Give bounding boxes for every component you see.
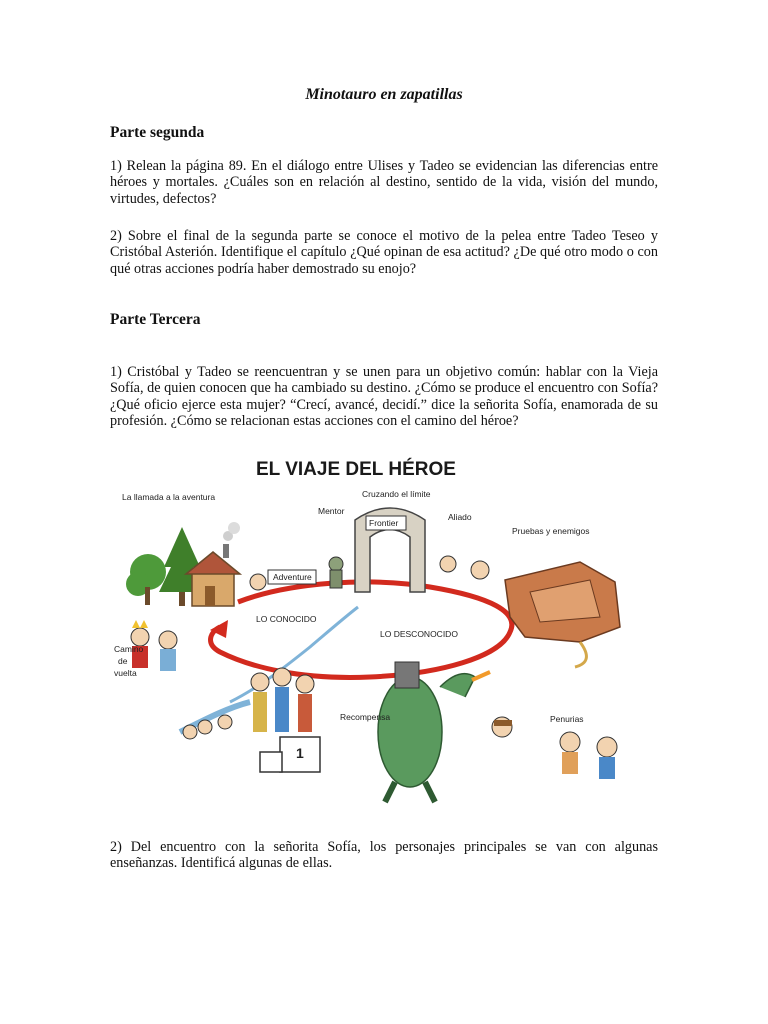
- hero-character: [250, 574, 266, 590]
- dragon-tail-icon: [575, 642, 586, 667]
- ally-character: [440, 556, 456, 572]
- frontier-label: Frontier: [369, 518, 399, 528]
- monster-head: [440, 674, 475, 697]
- label-penurias: Penurias: [550, 714, 584, 724]
- label-cruzando: Cruzando el límite: [362, 489, 431, 499]
- monster-character: [378, 677, 442, 787]
- round-tree-trunk: [145, 587, 150, 605]
- mentor-robe: [330, 570, 342, 588]
- mentor-character: [329, 557, 343, 571]
- label-llamada: La llamada a la aventura: [122, 492, 216, 502]
- crowd-body-2: [275, 687, 289, 732]
- label-conocido: LO CONOCIDO: [256, 614, 317, 624]
- queen-character: [159, 631, 177, 649]
- label-camino-2: de: [118, 656, 128, 666]
- podium-number: 1: [296, 745, 304, 761]
- heading-parte-segunda: Parte segunda: [110, 124, 205, 141]
- question-parte-tercera-2: 2) Del encuentro con la señorita Sofía, los personajes principales se van con algunas enseñanzas. Identificá algunas de ellas.: [110, 839, 658, 872]
- suffering-body: [562, 752, 578, 774]
- label-mentor: Mentor: [318, 506, 345, 516]
- label-desconocido: LO DESCONOCIDO: [380, 629, 458, 639]
- tree-trunk: [179, 592, 185, 606]
- child-character-3: [183, 725, 197, 739]
- podium-second: [260, 752, 282, 772]
- journey-red-path: [211, 582, 512, 677]
- suffering-body-2: [599, 757, 615, 779]
- label-pruebas: Pruebas y enemigos: [512, 526, 590, 536]
- crowd-character-3: [296, 675, 314, 693]
- crown-icon: [132, 620, 148, 628]
- chimney: [223, 544, 229, 558]
- crowd-character-2: [273, 668, 291, 686]
- label-aliado: Aliado: [448, 512, 472, 522]
- suffering-character: [560, 732, 580, 752]
- document-title: Minotauro en zapatillas: [305, 86, 463, 103]
- smoke-icon-2: [228, 522, 240, 534]
- question-parte-tercera-1: 1) Cristóbal y Tadeo se reencuentran y se unen para un objetivo común: hablar con la Vieja Sofía, de quien conocen que ha cambiado su destino. ¿Cómo se produce el encuentro con Sofía? ¿Qué oficio ejerce esta mujer? “Crecí, avancé, decidí.” dice la señorita Sofía, enamorada de su profesión. ¿Cómo se relacionan estas acciones con el camino del héroe?: [110, 364, 658, 430]
- crowd-body: [253, 692, 267, 732]
- figure-title: EL VIAJE DEL HÉROE: [256, 459, 456, 480]
- label-recompensa: Recompensa: [340, 712, 391, 722]
- ally-character-2: [471, 561, 489, 579]
- label-camino-3: vuelta: [114, 668, 137, 678]
- adventure-sign-label: Adventure: [273, 572, 312, 582]
- heading-parte-tercera: Parte Tercera: [110, 311, 201, 328]
- label-camino-1: Camino: [114, 644, 144, 654]
- hat-icon: [494, 720, 512, 726]
- question-parte-segunda-1: 1) Relean la página 89. En el diálogo entre Ulises y Tadeo se evidencian las diferencias entre héroes y mortales. ¿Cuáles son en relación al destino, sentido de la vida, visión del mundo, virtudes, defectos?: [110, 158, 658, 207]
- crowd-body-3: [298, 694, 312, 732]
- child-character: [198, 720, 212, 734]
- child-character-2: [218, 715, 232, 729]
- heros-journey-illustration: [110, 452, 658, 822]
- question-parte-segunda-2: 2) Sobre el final de la segunda parte se conoce el motivo de la pelea entre Tadeo Teseo y Cristóbal Asterión. Identifique el capítulo ¿Qué opinan de esa actitud? ¿De qué otro modo o con qué otras acciones podría haber demostrado su enojo?: [110, 228, 658, 277]
- suffering-character-2: [597, 737, 617, 757]
- crowd-character: [251, 673, 269, 691]
- queen-dress: [160, 649, 176, 671]
- helmet-icon: [395, 662, 419, 688]
- house-door: [205, 586, 215, 606]
